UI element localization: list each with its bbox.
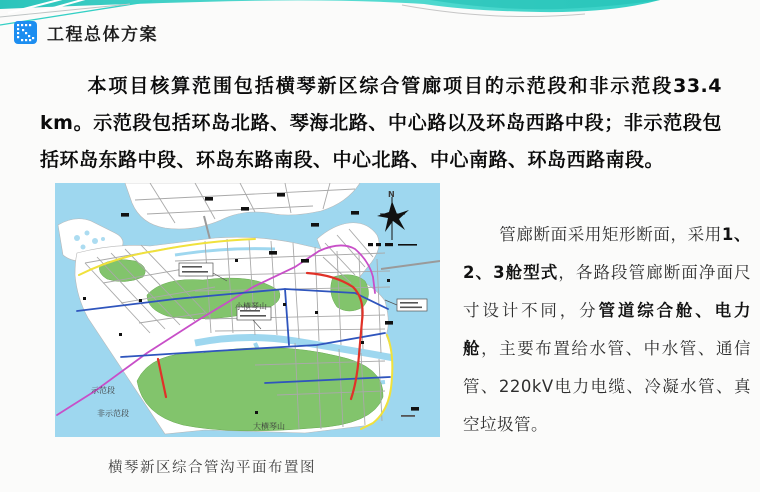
compass-north-label: N [388,190,395,199]
legend-demo-section: 示范段 [91,386,115,395]
swoosh-stripe-white-1 [8,0,74,13]
slide-header [14,20,158,45]
swoosh-stripe-white-2 [28,0,96,15]
dots-logo-icon [14,21,37,44]
label-small-hengqin-mountain: 小横琴山 [235,302,267,311]
map-hill-big-hengqin [137,348,383,431]
swoosh-stripe-gray [0,4,130,17]
map-caption: 横琴新区综合管沟平面布置图 [108,460,316,476]
legend-nondemo-section: 非示范段 [97,409,129,418]
swoosh-band-dark [430,0,660,9]
swoosh-band [0,0,660,12]
site-plan-map [55,183,440,437]
page-title: 工程总体方案 [47,25,158,45]
intro-paragraph: 本项目核算范围包括横琴新区综合管廊项目的示范段和非示范段33.4 km。示范段包括环岛北路、琴海北路、中心路以及环岛西路中段；非示范段包括环岛东路中段、环岛东路南段、中心北路、中心南路、环岛西路南段。 [40,75,722,171]
label-big-hengqin-mountain: 大横琴山 [253,422,285,431]
swoosh-gray-curve [402,5,585,17]
cross-section-paragraph: 管廊断面采用矩形断面，采用1、2、3舱型式，各路段管廊断面净面尺寸设计不同，分管道综合舱、电力舱，主要布置给水管、中水管、通信管、220kV电力电缆、冷凝水管、真空垃圾管。 [463,225,752,434]
